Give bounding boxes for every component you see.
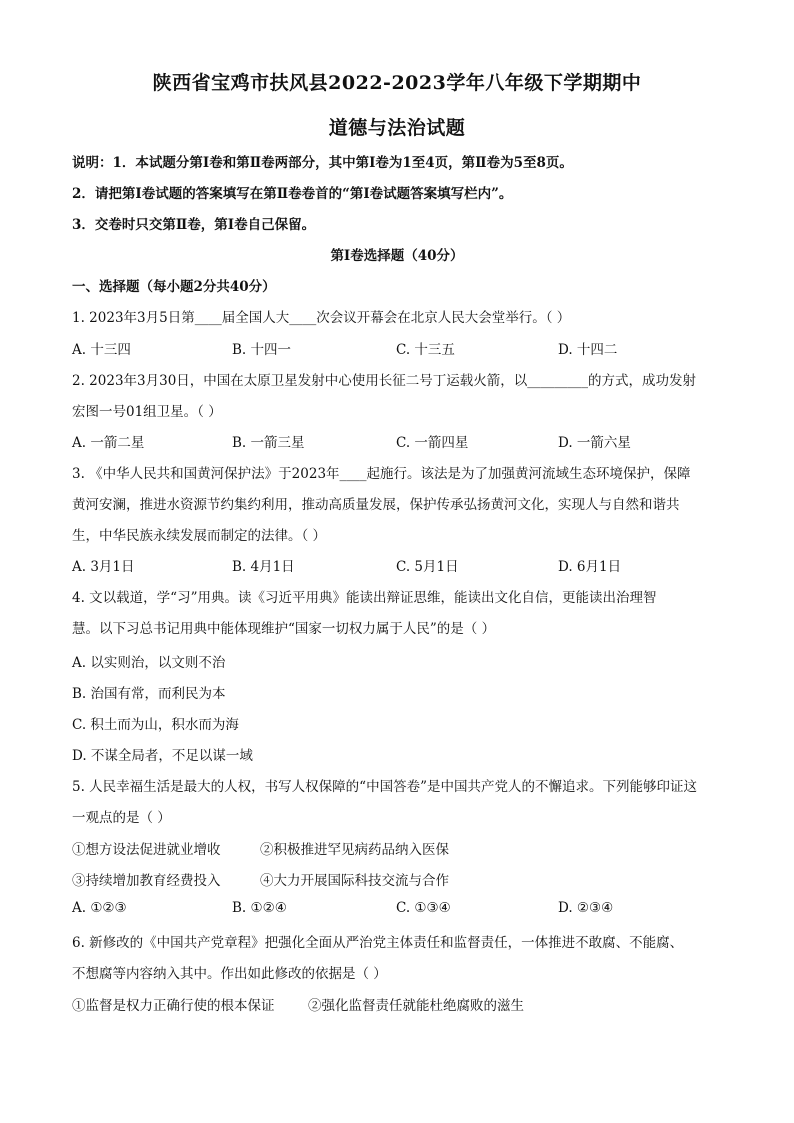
- question-4-option-d: D. 不谋全局者，不足以谋一域: [72, 748, 253, 764]
- question-6-statement-1: ①监督是权力正确行使的根本保证: [72, 998, 275, 1014]
- question-3-stem-cont-1: 黄河安澜，推进水资源节约集约利用，推动高质量发展，保护传承弘扬黄河文化，实现人与自然和谐共: [72, 497, 680, 513]
- question-2-option-b: B. 一箭三星: [232, 435, 305, 451]
- question-3-option-a: A. 3月1日: [72, 559, 135, 575]
- question-2-option-a: A. 一箭二星: [72, 435, 145, 451]
- section-title: 第Ⅰ卷选择题（40分）: [330, 248, 464, 264]
- question-6-stem: 6. 新修改的《中国共产党章程》把强化全面从严治党主体责任和监督责任，一体推进不敢腐、不能腐、: [72, 935, 684, 951]
- question-5-statement-1: ①想方设法促进就业增收: [72, 842, 221, 858]
- question-4-option-a: A. 以实则治，以文则不治: [72, 655, 226, 671]
- exam-subtitle: 道德与法治试题: [328, 117, 466, 139]
- question-4-stem: 4. 文以载道，学“习”用典。读《习近平用典》能读出辩证思维，能读出文化自信，更能读出治理智: [72, 590, 657, 606]
- question-5-stem: 5. 人民幸福生活是最大的人权，书写人权保障的“中国答卷”是中国共产党人的不懈追求。下列能够印证这: [72, 779, 697, 795]
- question-1-option-a: A. 十三四: [72, 342, 131, 358]
- question-3-option-c: C. 5月1日: [396, 559, 459, 575]
- question-2-option-d: D. 一箭六星: [558, 435, 631, 451]
- question-5-option-a: A. ①②③: [72, 900, 127, 916]
- question-4-stem-cont: 慧。以下习总书记用典中能体现维护“国家一切权力属于人民”的是（ ）: [72, 621, 496, 637]
- question-1-option-b: B. 十四一: [232, 342, 292, 358]
- question-3-stem-cont-2: 生，中华民族永续发展而制定的法律。（ ）: [72, 528, 327, 544]
- question-1-stem: 1. 2023年3月5日第____届全国人大____次会议开幕会在北京人民大会堂举行。（ ）: [72, 310, 571, 326]
- question-3-option-d: D. 6月1日: [558, 559, 622, 575]
- question-1-option-c: C. 十三五: [396, 342, 455, 358]
- question-2-stem-cont: 宏图一号01组卫星。（ ）: [72, 404, 222, 420]
- question-5-stem-cont: 一观点的是（ ）: [72, 810, 171, 826]
- question-5-statement-3: ③持续增加教育经费投入: [72, 873, 221, 889]
- question-2-stem: 2. 2023年3月30日，中国在太原卫星发射中心使用长征二号丁运载火箭，以_________的方式，成功发射: [72, 373, 697, 389]
- instruction-1: 说明：1．本试题分第Ⅰ卷和第Ⅱ卷两部分，其中第Ⅰ卷为1至4页，第Ⅱ卷为5至8页。: [72, 155, 573, 171]
- question-3-option-b: B. 4月1日: [232, 559, 295, 575]
- instruction-2: 2．请把第Ⅰ卷试题的答案填写在第Ⅱ卷卷首的“第Ⅰ卷试题答案填写栏内”。: [72, 186, 513, 202]
- part-heading: 一、选择题（每小题2分共40分）: [72, 279, 276, 295]
- question-6-stem-cont: 不想腐等内容纳入其中。作出如此修改的依据是（ ）: [72, 966, 387, 982]
- question-5-option-d: D. ②③④: [558, 900, 614, 916]
- question-4-option-b: B. 治国有常，而利民为本: [72, 686, 226, 702]
- question-2-option-c: C. 一箭四星: [396, 435, 469, 451]
- question-5-statement-2: ②积极推进罕见病药品纳入医保: [260, 842, 449, 858]
- question-4-option-c: C. 积土而为山，积水而为海: [72, 717, 239, 733]
- question-5-statement-4: ④大力开展国际科技交流与合作: [260, 873, 449, 889]
- instruction-3: 3．交卷时只交第Ⅱ卷，第Ⅰ卷自己保留。: [72, 217, 316, 233]
- question-5-option-b: B. ①②④: [232, 900, 287, 916]
- question-5-option-c: C. ①③④: [396, 900, 451, 916]
- question-6-statement-2: ②强化监督责任就能杜绝腐败的滋生: [308, 998, 524, 1014]
- question-3-stem: 3. 《中华人民共和国黄河保护法》于2023年____起施行。该法是为了加强黄河流域生态环境保护，保障: [72, 466, 691, 482]
- exam-title: 陕西省宝鸡市扶风县2022-2023学年八年级下学期期中: [152, 72, 642, 94]
- question-1-option-d: D. 十四二: [558, 342, 618, 358]
